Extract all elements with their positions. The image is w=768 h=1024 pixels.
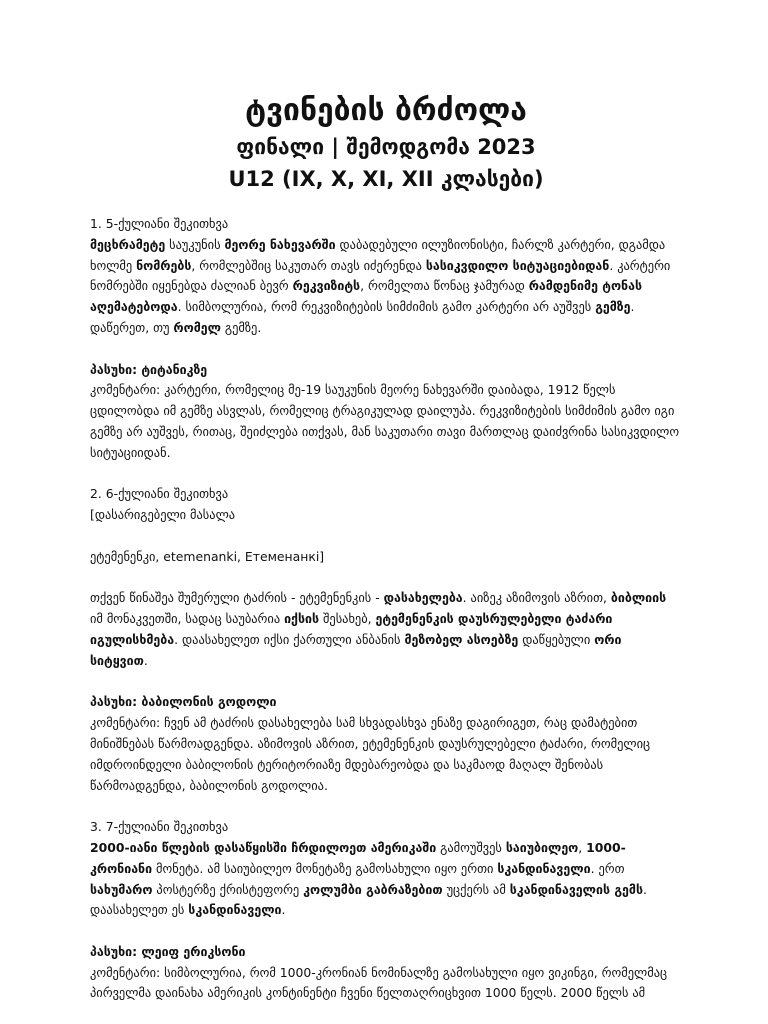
document-body [90,214,682,1004]
page-subtitle-grades: U12 (IX, X, XI, XII კლასები) [228,167,544,191]
question-2-answer: პასუხი: ბაბილონის გოდოლი [90,694,277,710]
question-2-material-label: [დასარიგებელი მასალა [90,507,236,523]
question-2-heading: 2. 6-ქულიანი შეკითხვა [90,486,229,502]
question-3-text: 2000-იანი წლების დასაწყისში ჩრდილოეთ ამერიკაში გამოუშვეს საიუბილეო, 1000-კრონიანი მონეტა. ამ საიუბილეო მონეტაზე გამოსახული იყო ერთი სკანდინაველი. ერთ სახუმარო პოსტერზე ქრისტეფორე კოლუმბი გაბრაზებით უცქერს ამ სკანდინაველის გემს. დაასახელეთ ეს სკანდინაველი. [90,839,647,918]
question-1-comment: კომენტარი: კარტერი, რომელიც მე-19 საუკუნის მეორე ნახევარში დაიბადა, 1912 წელს ცდილობდა იმ გემზე ასვლას, რომელიც ტრაგიკულად დაილუპა. რეკვიზიტების სიმძიმის გამო იგი გემზე არ აუშვეს, რითაც, შეიძლება ითქვას, მან საკუთარი თავი მართლაც დაიძვრინა სასიკვდილო სიტუაციიდან. [90,382,680,460]
question-2-comment: კომენტარი: ჩვენ ამ ტაძრის დასახელება სამ სხვადასხვა ენაზე დაგირიგეთ, რაც დამატებით მინიშნებას წარმოადგენდა. აზიმოვის აზრით, ეტემენენკის დაუსრულებელი ტაძარი, რომელიც იმდროინდელი ბაბილონის ტერიტორიაზე მდებარეობდა და საკმაოდ მაღალ შენობას წარმოადგენდა, ბაბილონის გოდოლია. [90,715,651,793]
question-3-comment: კომენტარი: სიმბოლურია, რომ 1000-კრონიან ნომინალზე გამოსახული იყო ვიკინგი, რომელმაც პირველმა დაინახა ამერიკის კონტინენტი ჩვენი წელთაღრიცხვით 1000 წელს. 2000 წელს ამ [90,964,668,1001]
page-title: ტვინების ბრძოლა [245,93,527,128]
question-2-text: თქვენ წინაშეა შუმერული ტაძრის - ეტემენენკის - დასახელება. აიზეკ აზიმოვის აზრით, ბიბლიის იმ მონაკვეთში, სადაც საუბარია იქსის შესახებ, ეტემენენკის დაუსრულებელი ტაძარი იგულისხმება. დაასახელეთ იქსი ქართული ანბანის მეზობელ ასოებზე დაწყებული ორი სიტყვით. [90,590,667,668]
question-3-heading: 3. 7-ქულიანი შეკითხვა [90,819,229,835]
question-1-answer: პასუხი: ტიტანიკზე [90,361,208,377]
page-subtitle-round: ფინალი | შემოდგომა 2023 [236,135,536,159]
question-1-text: მეცხრამეტე საუკუნის მეორე ნახევარში დაბადებული ილუზიონისტი, ჩარლზ კარტერი, დგამდა ხოლმე ნომრებს, რომლებშიც საკუთარ თავს იძერენდა სასიკვდილო სიტუაციებიდან. კარტერი ნომრებში იყენებდა ძალიან ბევრ რეკვიზიტს, რომელთა წონაც ჯამურად რამდენიმე ტონას აღემატებოდა. სიმბოლურია, რომ რეკვიზიტების სიმძიმის გამო კარტერი არ აუშვეს გემზე. დაწერეთ, თუ რომელ გემზე. [90,236,671,335]
question-3-answer: პასუხი: ლეიფ ერიკსონი [90,943,246,959]
question-1-heading: 1. 5-ქულიანი შეკითხვა [90,216,229,231]
question-2-material-word: ეტემენენკი, etemenanki, Етеменанкі] [90,548,325,564]
